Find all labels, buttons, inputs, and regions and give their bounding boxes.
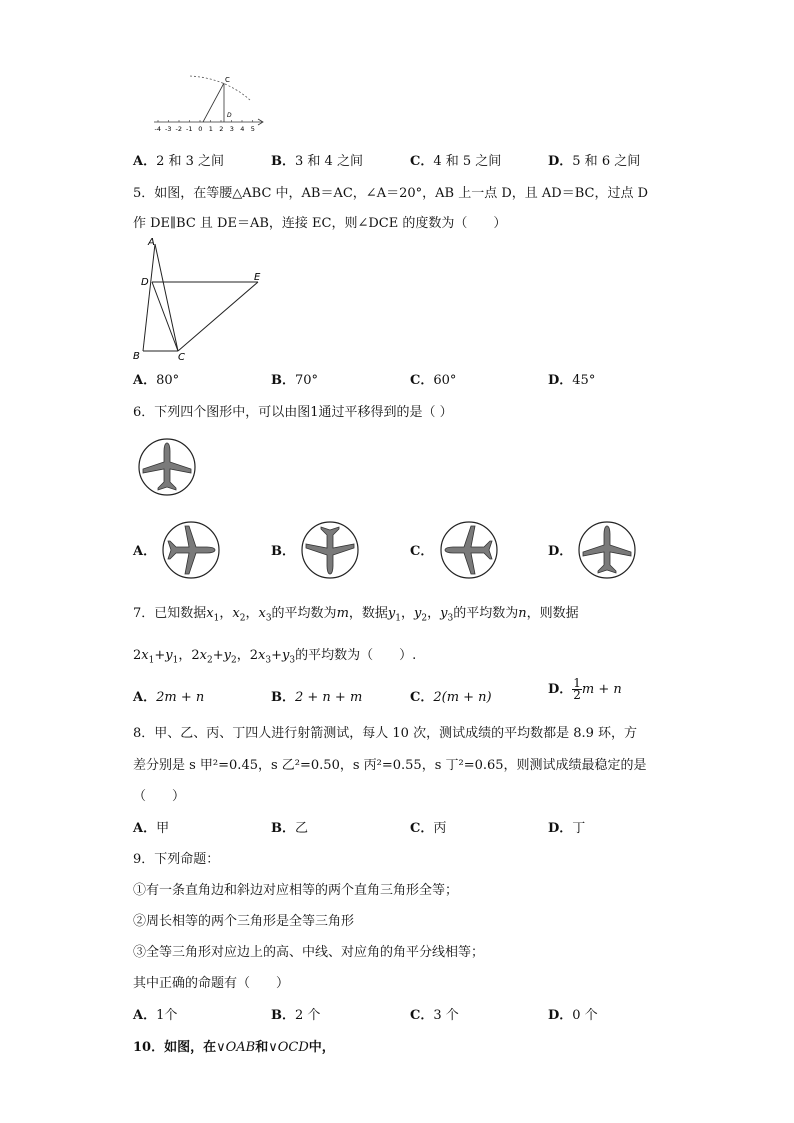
option-text: 4 和 5 之间: [433, 154, 502, 169]
vertex-e-label: E: [254, 272, 261, 283]
option-text: 2 + n + m: [295, 690, 363, 705]
airplane-up-icon[interactable]: [577, 520, 637, 580]
fraction-one-half: [572, 678, 582, 701]
point-d-label: D: [227, 112, 232, 119]
var-n: n: [518, 606, 527, 621]
option-letter: B．: [271, 544, 295, 559]
option-text: 甲: [156, 821, 170, 836]
q8-option-c[interactable]: [410, 817, 446, 836]
tick-label: 2: [219, 125, 224, 133]
q9-option-c[interactable]: [410, 1004, 459, 1023]
option-letter: A．: [133, 373, 157, 388]
triangle-oab: ∨OAB: [216, 1040, 256, 1055]
fraction-numerator: 1: [573, 676, 581, 690]
q7-text-4: 的平均数为: [453, 606, 519, 621]
option-letter: D．: [548, 373, 573, 388]
airplane-right-icon[interactable]: [161, 520, 221, 580]
option-letter: A．: [133, 690, 157, 705]
q5-option-b[interactable]: [271, 369, 318, 388]
option-letter: A．: [133, 544, 157, 559]
q4-option-b[interactable]: [271, 150, 363, 169]
tick-label: -3: [165, 125, 172, 133]
option-text: 丁: [572, 821, 586, 836]
option-text: 0 个: [572, 1008, 598, 1023]
vertex-a-label: A: [148, 237, 155, 248]
option-letter: A．: [133, 1008, 157, 1023]
tick-label: -4: [154, 125, 161, 133]
q9-ask: 其中正确的命题有（ ）: [133, 976, 290, 991]
triangle-figure: [130, 234, 270, 364]
q6-option-c[interactable]: [410, 540, 433, 559]
tick-label: -2: [175, 125, 182, 133]
q7-text-2: 的平均数为: [271, 606, 337, 621]
vertex-c-label: C: [178, 352, 185, 363]
fraction-denominator: 2: [573, 688, 581, 702]
option-text: 45°: [572, 373, 596, 388]
q9-proposition-2: ②周长相等的两个三角形是全等三角形: [133, 914, 355, 929]
q8-option-b[interactable]: [271, 817, 308, 836]
option-text: 2m + n: [156, 690, 205, 705]
option-text: 1个: [156, 1008, 178, 1023]
q7-stem-line2: $2x_1+y_1$，$2x_2+y_2$，$2x_3+y_3$的平均数为（ ）.: [133, 648, 417, 666]
q8-option-d[interactable]: [548, 817, 585, 836]
q8-stem-line3: （ ）: [133, 789, 186, 804]
option-text: 2 个: [295, 1008, 321, 1023]
q10-text-3: 中，: [308, 1040, 335, 1055]
option-text: 3 个: [433, 1008, 459, 1023]
option-letter: B．: [271, 373, 295, 388]
q4-option-d[interactable]: [548, 150, 640, 169]
q4-option-a[interactable]: [133, 150, 224, 169]
option-text: 60°: [433, 373, 457, 388]
q9-option-b[interactable]: [271, 1004, 320, 1023]
option-text: 5 和 6 之间: [572, 154, 641, 169]
q7-option-c[interactable]: [410, 686, 492, 705]
q9-proposition-1: ①有一条直角边和斜边对应相等的两个直角三角形全等；: [133, 883, 459, 898]
q10-stem: [133, 1036, 335, 1055]
q6-option-d[interactable]: [548, 540, 572, 559]
q8-stem-line1: 8．甲、乙、丙、丁四人进行射箭测试，每人 10 次，测试成绩的平均数都是 8.9 环，方: [133, 726, 638, 741]
number-line-figure: [150, 70, 270, 136]
q9-proposition-3: ③全等三角形对应边上的高、中线、对应角的角平分线相等；: [133, 945, 485, 960]
tick-label: 0: [198, 125, 203, 133]
q7-text-6: 的平均数为（ ）.: [295, 648, 417, 663]
tick-label: 4: [240, 125, 245, 133]
option-letter: B．: [271, 690, 295, 705]
option-letter: C．: [410, 544, 434, 559]
q6-option-a[interactable]: [133, 540, 156, 559]
airplane-left-icon[interactable]: [439, 520, 499, 580]
q7-text-1: 7．已知数据: [133, 606, 207, 621]
figure1-airplane-icon: [137, 437, 197, 497]
q5-option-d[interactable]: [548, 369, 595, 388]
option-letter: C．: [410, 154, 434, 169]
q5-stem-line1: 5．如图，在等腰△ABC 中，AB＝AC，∠A＝20°，AB 上一点 D，且 AD＝BC，过点 D: [133, 186, 648, 201]
tick-label: 3: [229, 125, 234, 133]
q7-option-b[interactable]: [271, 686, 362, 705]
option-text: 70°: [295, 373, 319, 388]
q8-stem-line2: 差分别是 s 甲²=0.45，s 乙²=0.50，s 丙²=0.55，s 丁²=0.65，则测试成绩最稳定的是: [133, 758, 647, 773]
option-letter: B．: [271, 1008, 295, 1023]
q6-stem: 6．下列四个图形中，可以由图1通过平移得到的是（ ）: [133, 405, 453, 420]
var-m: m: [336, 606, 349, 621]
q10-text-2: 和: [255, 1040, 269, 1055]
option-text: 2 和 3 之间: [156, 154, 225, 169]
airplane-down-icon[interactable]: [300, 520, 360, 580]
option-letter: D．: [548, 821, 573, 836]
option-letter: B．: [271, 821, 295, 836]
option-letter: A．: [133, 154, 157, 169]
option-letter: D．: [548, 544, 573, 559]
q7-text-3: ，数据: [348, 606, 388, 621]
q6-option-b[interactable]: [271, 540, 295, 559]
q10-text-1: 10．如图，在: [133, 1040, 217, 1055]
option-letter: C．: [410, 690, 434, 705]
option-letter: A．: [133, 821, 157, 836]
q8-option-a[interactable]: [133, 817, 169, 836]
option-letter: B．: [271, 154, 295, 169]
option-text: 乙: [295, 821, 309, 836]
option-text: m + n: [581, 682, 622, 697]
q5-option-c[interactable]: [410, 369, 456, 388]
q7-text-5: ，则数据: [526, 606, 579, 621]
q9-option-d[interactable]: [548, 1004, 598, 1023]
q7-option-a[interactable]: [133, 686, 204, 705]
option-text: 80°: [156, 373, 180, 388]
option-letter: D．: [548, 682, 573, 697]
option-letter: D．: [548, 154, 573, 169]
tick-label: -1: [186, 125, 193, 133]
q5-stem-line2: 作 DE∥BC 且 DE＝AB，连接 EC，则∠DCE 的度数为（ ）: [133, 216, 507, 231]
q9-stem: 9．下列命题：: [133, 852, 220, 867]
q5-option-a[interactable]: [133, 369, 179, 388]
tick-label: 5: [250, 125, 255, 133]
option-text: 2(m + n): [433, 690, 492, 705]
q7-option-d[interactable]: [548, 678, 622, 701]
q4-option-c[interactable]: [410, 150, 501, 169]
triangle-ocd: ∨OCD: [268, 1040, 309, 1055]
option-text: 丙: [433, 821, 447, 836]
vertex-d-label: D: [141, 277, 149, 288]
option-text: 3 和 4 之间: [295, 154, 363, 169]
vertex-b-label: B: [133, 351, 140, 362]
point-c-label: C: [225, 76, 230, 84]
q9-option-a[interactable]: [133, 1004, 177, 1023]
tick-label: 1: [208, 125, 213, 133]
option-letter: C．: [410, 1008, 434, 1023]
option-letter: C．: [410, 373, 434, 388]
q7-stem-line1: 7．已知数据$x_1$，$x_2$，$x_3$的平均数为m，数据$y_1$，$y_2$，$y_3$的平均数为n，则数据: [133, 606, 579, 624]
option-letter: D．: [548, 1008, 573, 1023]
option-letter: C．: [410, 821, 434, 836]
